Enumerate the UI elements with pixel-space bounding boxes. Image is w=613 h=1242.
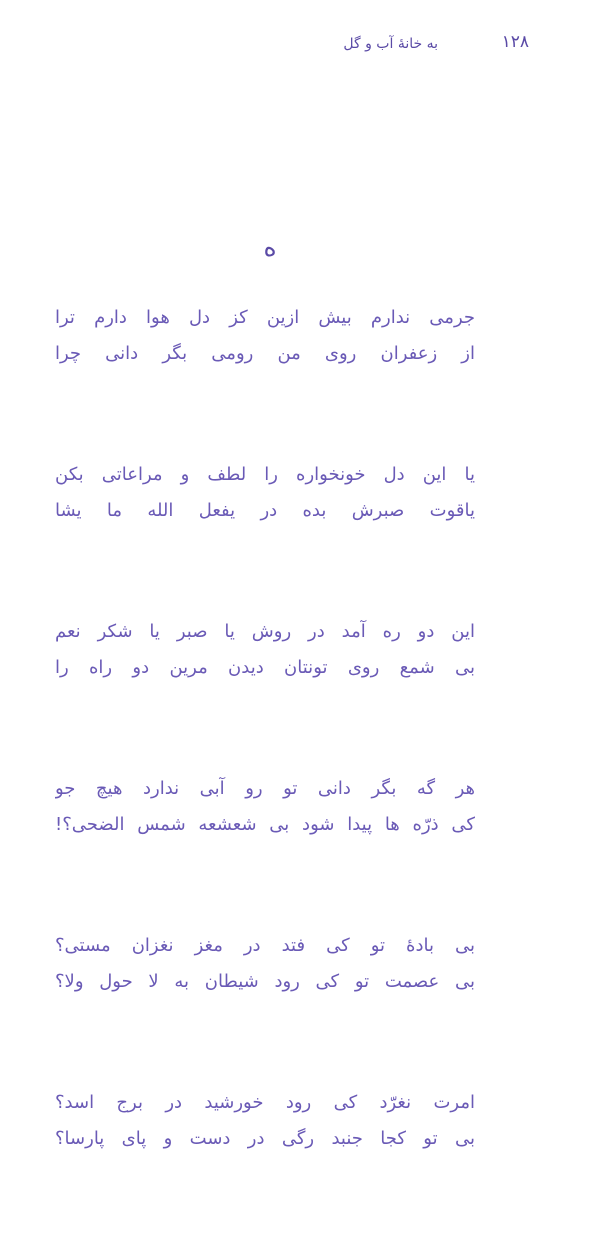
stanza-6 [55,1085,475,1242]
verse-line: بی بادهٔ تو کی فتد در مغز نغزان مستی؟ [55,935,475,956]
verse-line: جرمی ندارم بیش ازین کز دل هوا دارم ترا [55,307,475,328]
verse-line: یا این دل خونخواره را لطف و مراعاتی بکن [55,464,475,485]
verse-line: از زعفران روی من رومی بگر دانی چرا [55,343,475,364]
verse-line: هر گه بگر دانی تو رو آبی ندارد هیچ جو [55,778,475,799]
stanza-4 [55,771,475,928]
verse-line: یاقوت صبرش بده در یفعل الله ما یشا [55,500,475,521]
verse-line: بی عصمت تو کی رود شیطان به لا حول ولا؟ [55,971,475,992]
page-number: ۱۲۸ [501,32,529,52]
page-header [0,30,613,60]
stanza-1 [55,300,475,457]
verse-line: امرت نغرّد کی رود خورشید در برج اسد؟ [55,1092,475,1113]
verse-line: بی تو کجا جنبد رگی در دست و پای پارسا؟ [55,1128,475,1149]
stanza-2 [55,457,475,614]
stanza-5 [55,928,475,1085]
poem [55,300,475,1242]
stanza-3 [55,614,475,771]
verse-line: بی شمع روی تونتان دیدن مرین دو راه را [55,657,475,678]
running-title: به خانهٔ آب و گل [343,36,438,52]
verse-line: این دو ره آمد در روش یا صبر یا شکر نعم [55,621,475,642]
section-mark: ه [263,233,277,262]
verse-line: کی ذرّه ها پیدا شود بی شعشعه شمس الضحی؟! [55,814,475,835]
